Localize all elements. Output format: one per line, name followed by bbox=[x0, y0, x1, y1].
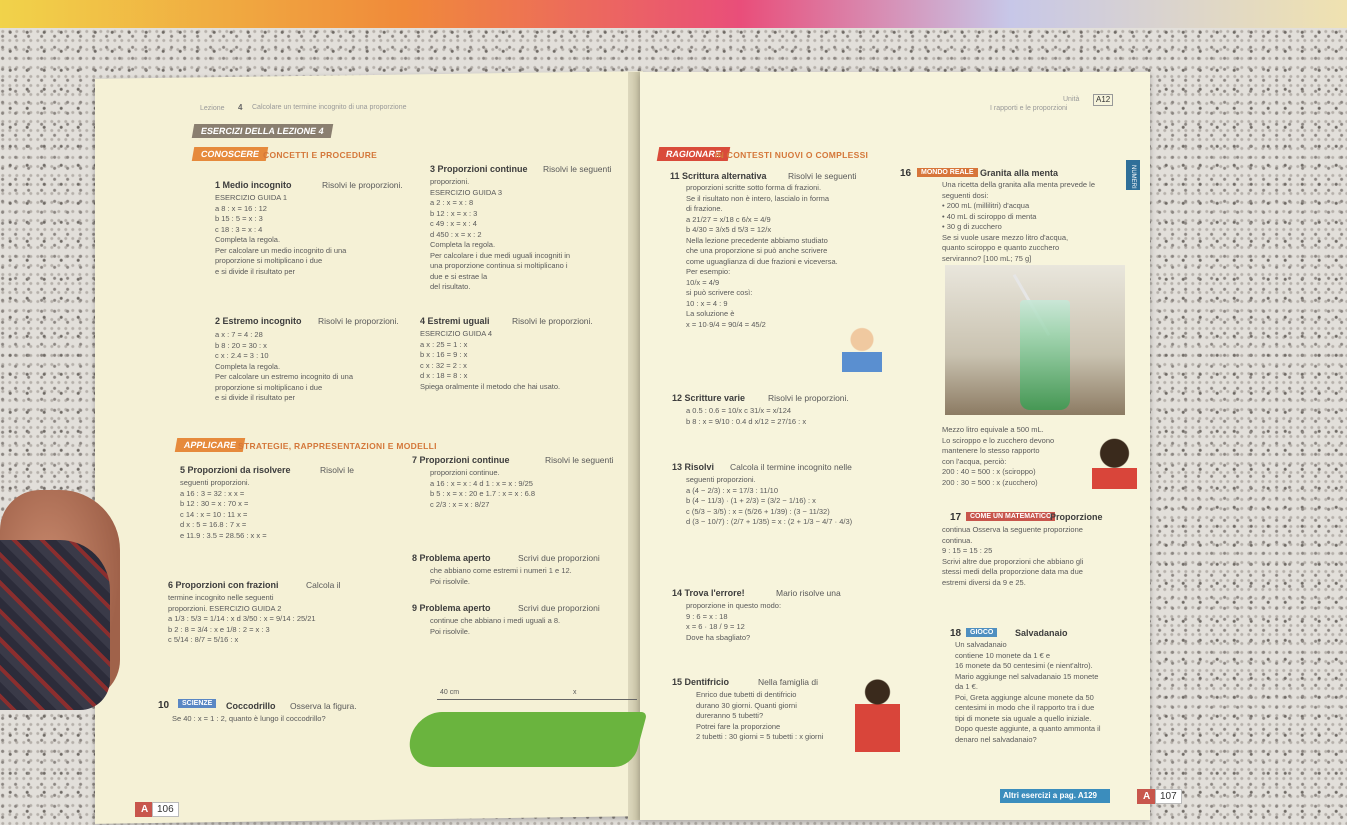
left-page-number: 106 bbox=[152, 802, 179, 817]
ex16hint-line: 200 : 40 = 500 : x (sciroppo) bbox=[942, 467, 1036, 476]
mint-granita-glass bbox=[1020, 300, 1070, 410]
unit-title: I rapporti e le proporzioni bbox=[990, 105, 1068, 112]
ex14-lines bbox=[686, 601, 781, 643]
ex17-line: stessi medi della proporzione data ma due bbox=[942, 567, 1083, 576]
ex17-badge: COME UN MATEMATICO bbox=[966, 512, 1055, 521]
ex18-number: 18 bbox=[950, 628, 962, 639]
ex1-line: Per calcolare un medio incognito di una bbox=[215, 245, 347, 255]
ex10-badge: SCIENZE bbox=[178, 699, 216, 708]
ex6-line: termine incognito nelle seguenti bbox=[168, 593, 274, 602]
ex11-line: che una proporzione si può anche scrivere bbox=[686, 246, 828, 255]
ex15-line: dureranno 5 tubetti? bbox=[696, 711, 764, 720]
ex4-text: Risolvi le proporzioni. bbox=[512, 316, 593, 326]
ex17-line: 9 : 15 = 15 : 25 bbox=[942, 546, 993, 555]
ex14-line: proporzione in questo modo: bbox=[686, 601, 782, 610]
ex3-line: proporzioni. bbox=[430, 177, 470, 186]
ex11-line: b 4/30 = 3/x5 d 5/3 = 12/x bbox=[686, 225, 772, 234]
ex2-text: Risolvi le proporzioni. bbox=[318, 316, 399, 326]
ex3-line: b 12 : x = x : 3 bbox=[430, 208, 478, 218]
ex8-line: che abbiano come estremi i numeri 1 e 12. bbox=[430, 566, 572, 575]
ex1-text: Risolvi le proporzioni. bbox=[322, 180, 403, 190]
ragionare-title: IN CONTESTI NUOVI O COMPLESSI bbox=[715, 150, 869, 160]
ex5-line: seguenti proporzioni. bbox=[180, 478, 250, 487]
ex15-title: 15 Dentifricio bbox=[672, 677, 730, 687]
ex7-line: proporzioni continue. bbox=[430, 468, 500, 477]
ex18-line: tipi di monete sia uguale a quello iniziale. bbox=[955, 713, 1092, 723]
footer-link[interactable]: Altri esercizi a pag. A129 bbox=[1003, 791, 1097, 800]
ex5-line: d x : 5 = 16.8 : 7 x = bbox=[180, 520, 247, 529]
ex17-line: Scrivi altre due proporzioni che abbiano gli bbox=[942, 556, 1084, 566]
ex2-line: Per calcolare un estremo incognito di una bbox=[215, 372, 353, 381]
ex14-line: 9 : 6 = x : 18 bbox=[686, 611, 728, 621]
ex3-lines bbox=[430, 177, 570, 293]
ex10-line: Se 40 : x = 1 : 2, quanto è lungo il coccodrillo? bbox=[172, 714, 326, 723]
ex8-text: Scrivi due proporzioni bbox=[518, 553, 600, 563]
ex11-text: Risolvi le seguenti bbox=[788, 171, 857, 181]
ex9-lines bbox=[430, 616, 560, 637]
ex11-line: si può scrivere così: bbox=[686, 288, 753, 297]
ex1-line: c 18 : 3 = x : 4 bbox=[215, 224, 263, 234]
ex16hint-line: Lo sciroppo e lo zucchero devono bbox=[942, 435, 1055, 445]
ex8-lines bbox=[430, 566, 572, 587]
ex11-line: 10 : x = 4 : 9 bbox=[686, 298, 728, 308]
ex3-text: Risolvi le seguenti bbox=[543, 164, 612, 174]
right-page-number: 107 bbox=[1155, 789, 1182, 804]
ex7-line: a 16 : x = x : 4 d 1 : x = x : 9/25 bbox=[430, 478, 533, 488]
ex6-line: b 2 : 8 = 3/4 : x e 1/8 : 2 = x : 3 bbox=[168, 624, 270, 634]
ex10-lines bbox=[172, 714, 326, 725]
ex5-title: 5 Proporzioni da risolvere bbox=[180, 465, 291, 475]
right-page-letter: A bbox=[1137, 789, 1156, 804]
ex10-text: Osserva la figura. bbox=[290, 701, 357, 711]
ex11-title: 11 Scrittura alternativa bbox=[670, 171, 767, 181]
ex3-line: due e si estrae la bbox=[430, 271, 488, 281]
ex2-line: c x : 2.4 = 3 : 10 bbox=[215, 351, 269, 360]
ex5-line: c 14 : x = 10 : 11 x = bbox=[180, 509, 248, 519]
unit-code: A12 bbox=[1093, 94, 1113, 106]
ex2-lines bbox=[215, 330, 353, 404]
ex11-line: proporzioni scritte sotto forma di frazioni. bbox=[686, 183, 822, 192]
ex18-line: Poi, Greta aggiunge alcune monete da 50 bbox=[955, 692, 1094, 702]
ex3-line: a 2 : x = x : 8 bbox=[430, 198, 474, 207]
ex3-line: Completa la regola. bbox=[430, 240, 496, 249]
ex15-line: 2 tubetti : 30 giorni = 5 tubetti : x giorni bbox=[696, 732, 824, 741]
ex12-line: b 8 : x = 9/10 : 0.4 d x/12 = 27/16 : x bbox=[686, 416, 807, 426]
ex18-line: contiene 10 monete da 1 € e bbox=[955, 650, 1051, 660]
ex7-line: c 2/3 : x = x : 8/27 bbox=[430, 499, 490, 509]
ex16-line: • 40 mL di sciroppo di menta bbox=[942, 211, 1037, 221]
ex2-line: a x : 7 = 4 : 28 bbox=[215, 330, 263, 339]
ex1-line: ESERCIZIO GUIDA 1 bbox=[215, 193, 288, 202]
ragionare-banner: RAGIONARE bbox=[657, 147, 730, 161]
ex7-line: b 5 : x = x : 20 e 1.7 : x = x : 6.8 bbox=[430, 489, 536, 498]
conoscere-banner: CONOSCERE bbox=[192, 147, 268, 161]
ex17-lines bbox=[942, 525, 1083, 588]
applicare-title: STRATEGIE, RAPPRESENTAZIONI E MODELLI bbox=[238, 441, 437, 451]
ex16hint-line: con l'acqua, perciò: bbox=[942, 456, 1007, 466]
girl-illustration-2 bbox=[1092, 434, 1137, 489]
ex11-line: 10/x = 4/9 bbox=[686, 277, 720, 287]
ex14-line: Dove ha sbagliato? bbox=[686, 632, 751, 642]
girl-illustration bbox=[855, 672, 900, 752]
ex6-line: proporzioni. ESERCIZIO GUIDA 2 bbox=[168, 603, 282, 613]
ruler-label: 40 cm bbox=[440, 689, 460, 696]
ex16-line: Se si vuole usare mezzo litro d'acqua, bbox=[942, 232, 1069, 242]
ex5-lines bbox=[180, 478, 267, 541]
ex11-line: x = 10·9/4 = 90/4 = 45/2 bbox=[686, 319, 766, 329]
crocodile-illustration bbox=[403, 712, 648, 767]
lesson-number: 4 bbox=[238, 103, 243, 112]
ex6-line: c 5/14 : 8/7 = 5/16 : x bbox=[168, 635, 239, 644]
ex9-line: continue che abbiano i medi uguali a 8. bbox=[430, 616, 561, 625]
ex16hint-line: Mezzo litro equivale a 500 mL. bbox=[942, 425, 1044, 434]
ex16-line: • 30 g di zucchero bbox=[942, 222, 1002, 231]
ex6-title: 6 Proporzioni con frazioni bbox=[168, 580, 279, 590]
ex5-line: a 16 : 3 = 32 : x x = bbox=[180, 488, 245, 498]
side-tab-label: NUMERI bbox=[1130, 165, 1136, 189]
ex16-number: 16 bbox=[900, 168, 912, 179]
lesson-label: Lezione bbox=[200, 105, 225, 112]
ex4-lines bbox=[420, 329, 560, 392]
ex14-text: Mario risolve una bbox=[776, 588, 841, 598]
ex3-line: d 450 : x = x : 2 bbox=[430, 229, 482, 239]
ex8-title: 8 Problema aperto bbox=[412, 553, 491, 563]
ex4-line: ESERCIZIO GUIDA 4 bbox=[420, 329, 493, 338]
boy-illustration bbox=[842, 322, 882, 372]
ex17-line: continua Osserva la seguente proporzione bbox=[942, 525, 1083, 534]
ex11-line: Per esempio: bbox=[686, 267, 731, 276]
colorful-towel bbox=[0, 0, 1347, 28]
ex1-lines bbox=[215, 193, 346, 277]
measure-ruler bbox=[437, 699, 637, 700]
ex11-line: a 21/27 = x/18 c 6/x = 4/9 bbox=[686, 214, 771, 224]
ex14-title: 14 Trova l'errore! bbox=[672, 588, 745, 598]
ex18-lines bbox=[955, 640, 1101, 745]
ex15-lines bbox=[696, 690, 823, 743]
ex15-text: Nella famiglia di bbox=[758, 677, 818, 687]
ex3-line: una proporzione continua si moltiplicano i bbox=[430, 261, 568, 270]
ex2-line: proporzione si moltiplicano i due bbox=[215, 382, 323, 392]
ex4-line: a x : 25 = 1 : x bbox=[420, 339, 468, 349]
ex11-line: Nella lezione precedente abbiamo studiato bbox=[686, 235, 828, 245]
ex15-line: durano 30 giorni. Quanti giorni bbox=[696, 700, 797, 710]
ex17-line: continua. bbox=[942, 535, 973, 545]
ex7-title: 7 Proporzioni continue bbox=[412, 455, 510, 465]
ex3-line: c 49 : x = x : 4 bbox=[430, 219, 477, 228]
ex3-line: del risultato. bbox=[430, 282, 471, 291]
ex18-line: Dopo queste aggiunte, a quanto ammonta il bbox=[955, 724, 1101, 733]
ex13-line: a (4 − 2/3) : x = 17/3 : 11/10 bbox=[686, 485, 779, 495]
ex16-line: quanto sciroppo e quanto zucchero bbox=[942, 243, 1060, 252]
ex4-title: 4 Estremi uguali bbox=[420, 316, 490, 326]
conoscere-title: CONCETTI E PROCEDURE bbox=[263, 150, 378, 160]
ex6-lines bbox=[168, 593, 316, 646]
ex13-line: c (5/3 − 3/5) : x = (5/26 + 1/39) : (3 − 11/32) bbox=[686, 506, 830, 516]
ex9-title: 9 Problema aperto bbox=[412, 603, 491, 613]
ex9-line: Poi risolvile. bbox=[430, 626, 471, 636]
ex10-number: 10 bbox=[158, 700, 170, 711]
ex15-line: Potrei fare la proporzione bbox=[696, 721, 781, 731]
ex1-line: Completa la regola. bbox=[215, 235, 281, 244]
ex16-line: • 200 mL (millilitri) d'acqua bbox=[942, 201, 1030, 210]
ex11-line: Se il risultato non è intero, lascialo in forma bbox=[686, 193, 829, 203]
section-title: ESERCIZI DELLA LEZIONE 4 bbox=[192, 124, 333, 138]
ex6-text: Calcola il bbox=[306, 580, 341, 590]
applicare-banner: APPLICARE bbox=[175, 438, 245, 452]
ex1-line: b 15 : 5 = x : 3 bbox=[215, 214, 263, 223]
ex2-line: e si divide il risultato per bbox=[215, 393, 296, 402]
ex2-title: 2 Estremo incognito bbox=[215, 316, 302, 326]
ex15-line: Enrico due tubetti di dentifricio bbox=[696, 690, 797, 699]
ex16-lines bbox=[942, 180, 1095, 264]
ex11-line: di frazione. bbox=[686, 204, 723, 213]
ex2-line: Completa la regola. bbox=[215, 361, 281, 371]
ex10-name: Coccodrillo bbox=[226, 701, 276, 711]
ex2-line: b 8 : 20 = 30 : x bbox=[215, 340, 267, 350]
ex4-line: b x : 16 = 9 : x bbox=[420, 350, 468, 359]
ex11-lines bbox=[686, 183, 838, 330]
ex16-line: Una ricetta della granita alla menta prevede le bbox=[942, 180, 1096, 189]
ex13-text: Calcola il termine incognito nelle bbox=[730, 462, 852, 472]
ex18-line: centesimi in modo che il rapporto tra i due bbox=[955, 703, 1095, 712]
ex11-line: come uguaglianza di due frazioni e viceversa. bbox=[686, 256, 838, 266]
ex5-line: b 12 : 30 = x : 70 x = bbox=[180, 499, 249, 508]
ex12-lines bbox=[686, 406, 806, 427]
ex16-title: Granita alla menta bbox=[980, 168, 1059, 178]
ex13-line: b (4 − 11/3) · (1 + 2/3) = (3/2 − 1/16) : x bbox=[686, 496, 816, 505]
ex18-title: Salvadanaio bbox=[1015, 628, 1068, 638]
lesson-title: Calcolare un termine incognito di una proporzione bbox=[252, 104, 407, 111]
ex18-line: 16 monete da 50 centesimi (e nient'altro). bbox=[955, 661, 1093, 670]
ex7-lines bbox=[430, 468, 535, 510]
ex16hint-line: 200 : 30 = 500 : x (zucchero) bbox=[942, 477, 1038, 487]
ex9-text: Scrivi due proporzioni bbox=[518, 603, 600, 613]
ex18-line: Mario aggiunge nel salvadanaio 15 monete bbox=[955, 671, 1099, 681]
ex18-line: denaro nel salvadanaio? bbox=[955, 734, 1037, 744]
ex18-line: Un salvadanaio bbox=[955, 640, 1007, 649]
ex6-line: a 1/3 : 5/3 = 1/14 : x d 3/50 : x = 9/14 : 25/21 bbox=[168, 614, 316, 623]
ex18-line: da 1 €. bbox=[955, 682, 978, 691]
ex4-line: Spiega oralmente il metodo che hai usato. bbox=[420, 381, 561, 391]
ex17-line: estremi diversi da 9 e 25. bbox=[942, 577, 1026, 587]
ex1-title: 1 Medio incognito bbox=[215, 180, 292, 190]
ex3-title: 3 Proporzioni continue bbox=[430, 164, 528, 174]
ex4-line: c x : 32 = 2 : x bbox=[420, 360, 467, 370]
ex5-line: e 11.9 : 3.5 = 28.56 : x x = bbox=[180, 530, 267, 540]
ex12-title: 12 Scritture varie bbox=[672, 393, 746, 403]
ex12-text: Risolvi le proporzioni. bbox=[768, 393, 849, 403]
ex17-number: 17 bbox=[950, 512, 962, 523]
ex14-line: x = 6 · 18 / 9 = 12 bbox=[686, 622, 745, 631]
ex1-line: e si divide il risultato per bbox=[215, 266, 296, 276]
ex12-line: a 0.5 : 0.6 = 10/x c 31/x = x/124 bbox=[686, 406, 792, 415]
plaid-sleeve bbox=[0, 540, 110, 710]
ex13-line: seguenti proporzioni. bbox=[686, 475, 756, 484]
ex3-line: ESERCIZIO GUIDA 3 bbox=[430, 187, 503, 197]
ruler-x: x bbox=[573, 689, 577, 696]
ex3-line: Per calcolare i due medi uguali incogniti in bbox=[430, 250, 571, 260]
ex1-line: proporzione si moltiplicano i due bbox=[215, 256, 323, 265]
ex16-hint bbox=[942, 425, 1054, 488]
ex13-title: 13 Risolvi bbox=[672, 462, 715, 472]
ex17-title: Proporzione bbox=[1050, 512, 1103, 522]
ex16-line: seguenti dosi: bbox=[942, 190, 989, 200]
ex4-line: d x : 18 = 8 : x bbox=[420, 371, 468, 380]
ex8-line: Poi risolvile. bbox=[430, 576, 471, 586]
ex5-text: Risolvi le bbox=[320, 465, 355, 475]
ex16-line: serviranno? [100 mL; 75 g] bbox=[942, 253, 1032, 263]
ex11-line: La soluzione è bbox=[686, 309, 735, 318]
ex1-line: a 8 : x = 16 : 12 bbox=[215, 203, 267, 213]
unit-label: Unità bbox=[1063, 96, 1080, 103]
ex13-line: d (3 − 10/7) : (2/7 + 1/35) = x : (2 + 1/3 − 4/7 · 4/3) bbox=[686, 517, 853, 526]
ex16-badge: MONDO REALE bbox=[917, 168, 978, 177]
ex16hint-line: mantenere lo stesso rapporto bbox=[942, 446, 1040, 455]
left-page-letter: A bbox=[135, 802, 154, 817]
ex18-badge: GIOCO bbox=[966, 628, 997, 637]
ex13-lines bbox=[686, 475, 852, 528]
ex7-text: Risolvi le seguenti bbox=[545, 455, 614, 465]
